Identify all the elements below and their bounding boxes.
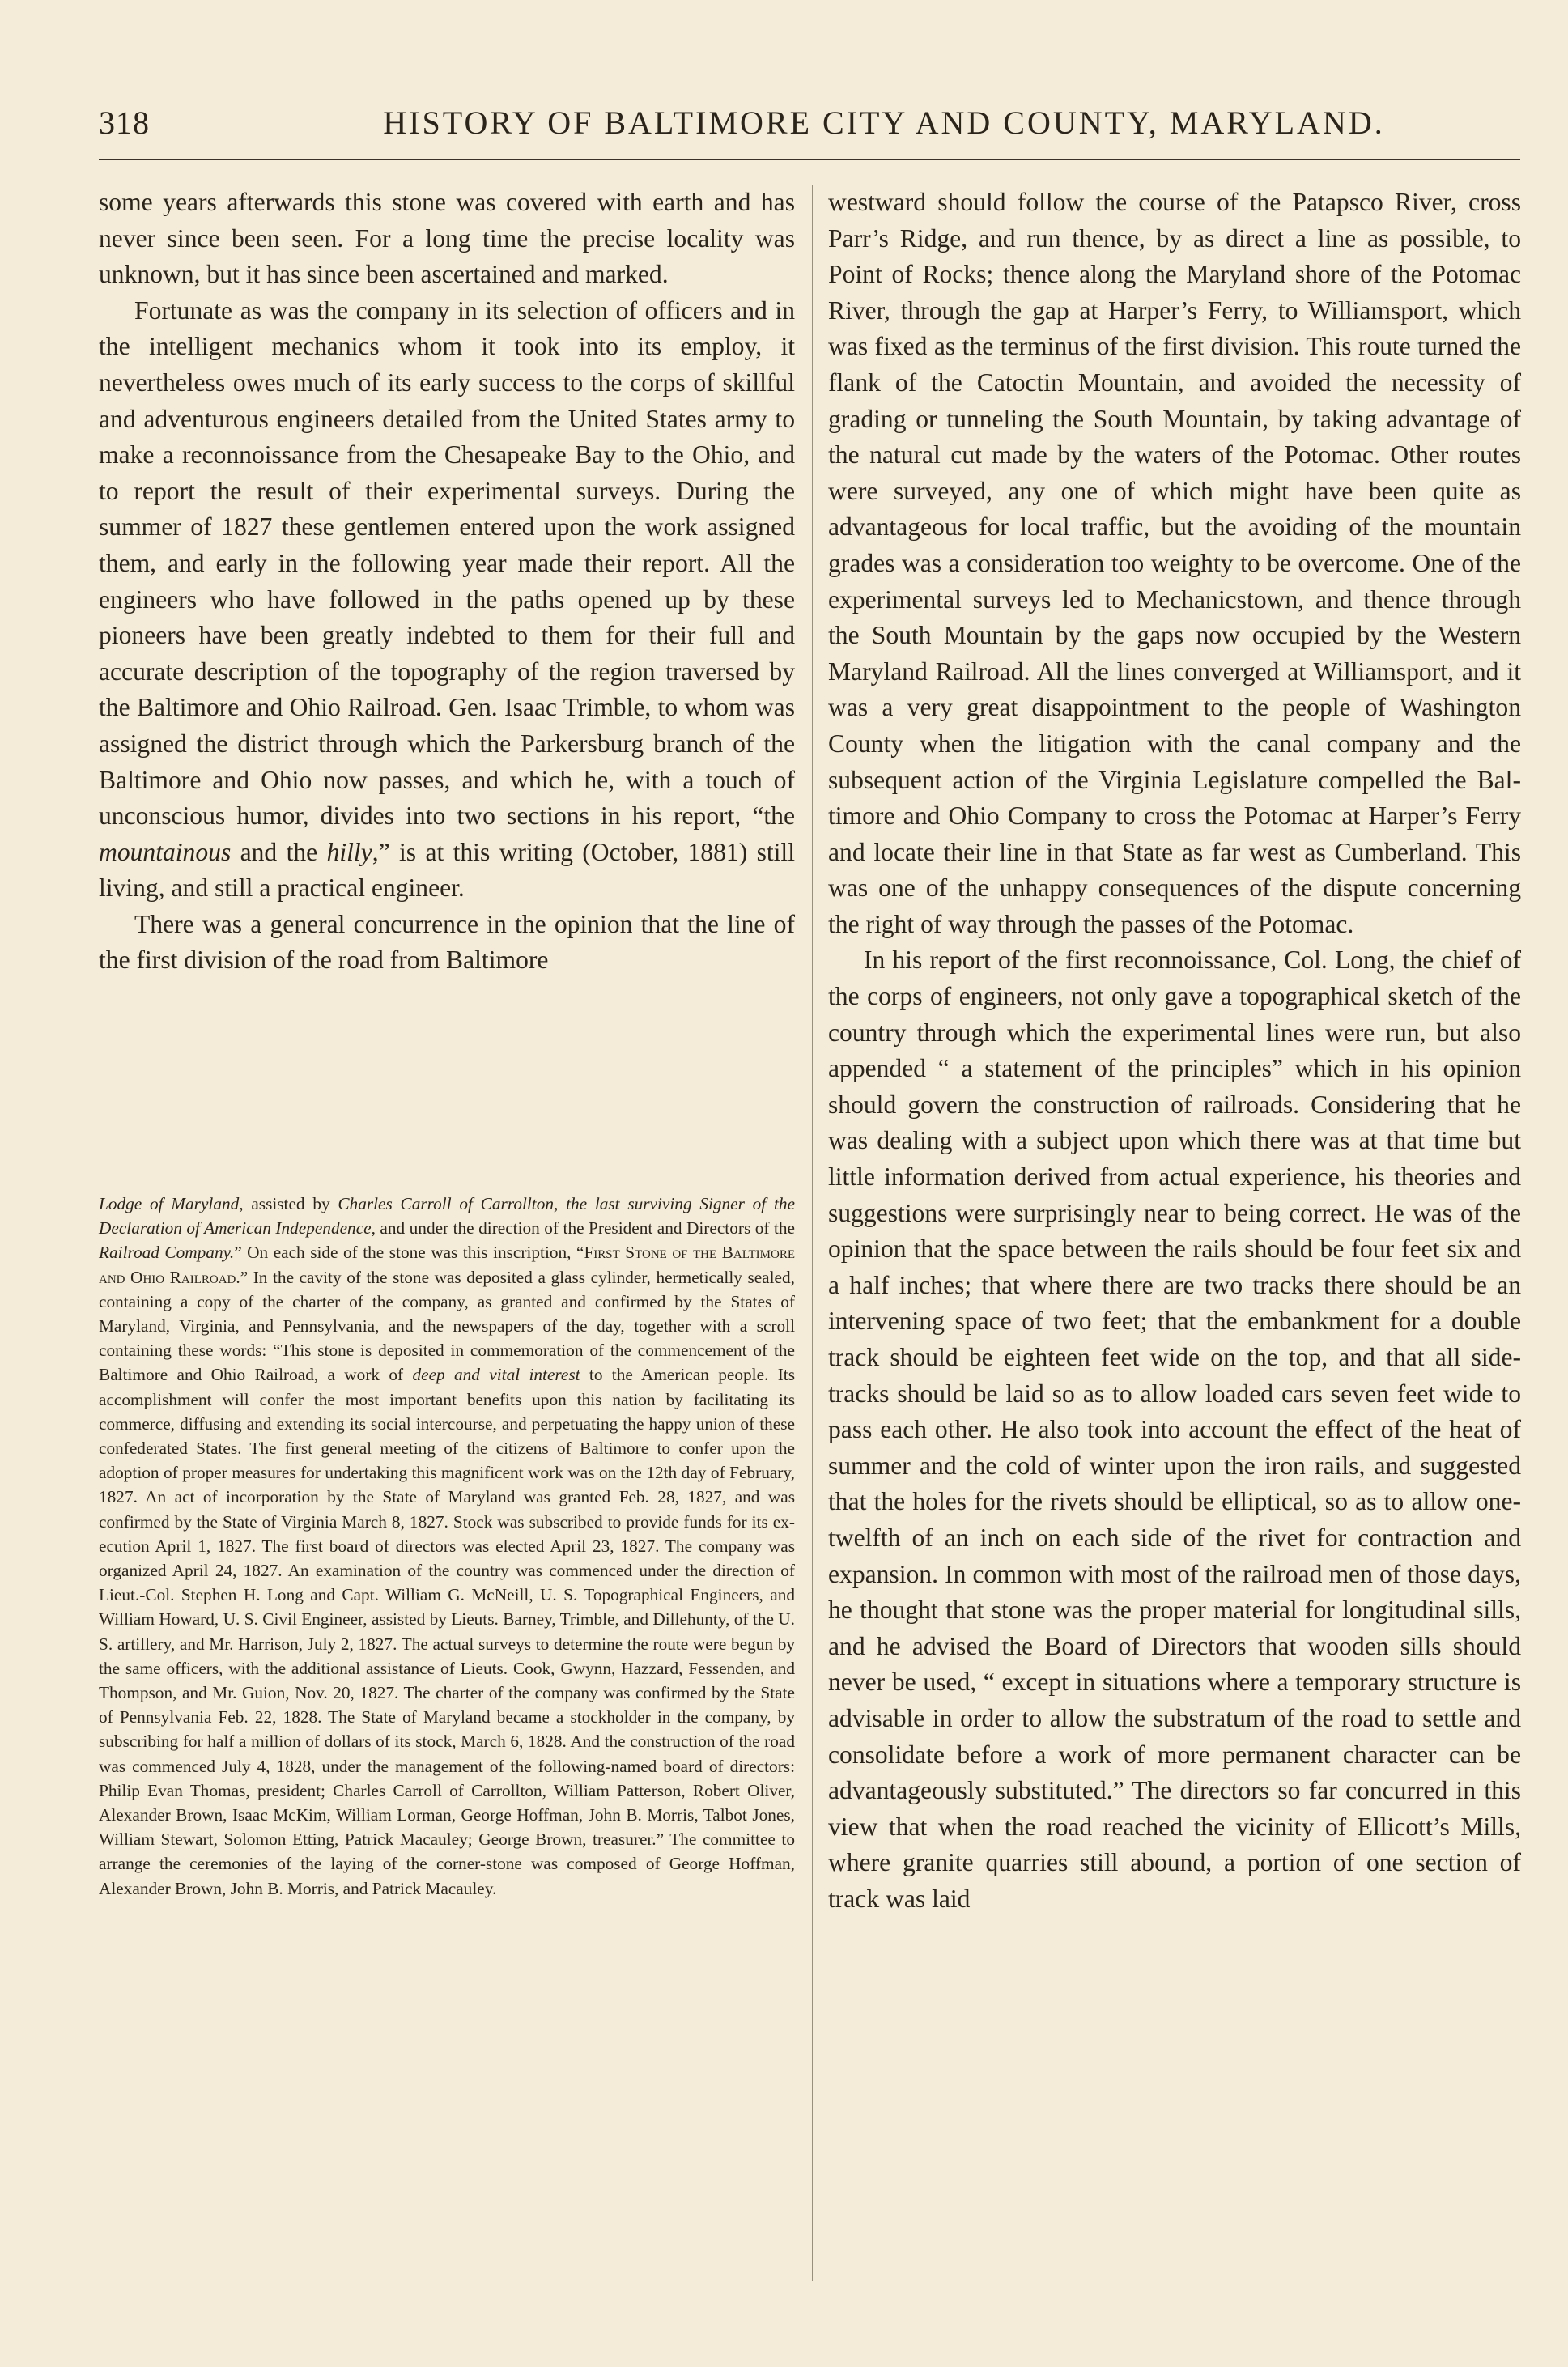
left-paragraph-2-text: Fortunate as was the company in its selection of officers and in the intelligent mechanics whom it took into its employ, it nevertheless owes much of its early success to the corps of skillful and adventurous engineers detailed from the United States army to make a reconnoissance from the Chesapeake Bay to the Ohio, and to report the result of their experimental surveys. During the summer of 1827 these gentlemen entered upon the work assigned them, and early in the following year made their report. All the engineers who have followed in the paths opened up by these pioneers have been greatly indebted to them for their full and accurate description of the topography of the region traversed by the Baltimore and Ohio Railroad. Gen. Isaac Trimble, to whom was assigned the district through which the Parkersburg branch of the Baltimore and Ohio now passes, and which he, with a touch of unconscious humor, divides into two sections in his report, “the: [99, 295, 795, 831]
footnote-text-3: ” On each side of the stone was this inscription, “: [234, 1243, 584, 1263]
right-paragraph-1: westward should follow the course of the Patapsco River, cross Parr’s Ridge, and run thence, by as direct a line as possible, to Point of Rocks; thence along the Maryland shore of the Potomac River, through the gap at Harper’s Ferry, to Williamsport, which was fixed as the terminus of the first division. This route turned the flank of the Catoctin Mountain, and avoided the necessity of grading or tunneling the South Mountain, by taking advantage of the natural cut made by the waters of the Potomac. Other routes were surveyed, any one of which might have been quite as advantageous for local traffic, but the avoiding of the mountain grades was a consideration too weighty to be overcome. One of the experimental surveys led to Mechanicstown, and thence through the South Mountain by the gaps now occupied by the Western Maryland Railroad. All the lines converged at Williamsport, and it was a very great disappointment to the people of Washington County when the litigation with the canal company and the subsequent action of the Virginia Legislature compelled the Baltimore and Ohio Company to cross the Potomac at Harper’s Ferry and locate their line in that State as far west as Cumberland. This was one of the unhappy consequences of the dispute concerning the right of way through the passes of the Potomac.: [828, 188, 1521, 938]
footnote-italic-4: deep and vital interest: [412, 1365, 580, 1385]
footnote-paragraph: [99, 1192, 795, 1901]
running-head: HISTORY OF BALTIMORE CITY AND COUNTY, MARYLAND.: [383, 104, 1385, 141]
left-paragraph-2-end: ,” is at this writing (October, 1881) still living, and still a practical engineer.: [99, 837, 795, 903]
column-divider: [812, 185, 813, 2281]
footnote-text-2: and under the direction of the President and Directors of the: [375, 1218, 795, 1239]
page-header: [99, 96, 1520, 152]
left-paragraph-2: [99, 293, 795, 907]
left-column: [99, 185, 795, 979]
footnote-italic-2: Charles Carroll of Carrollton, the last surviving Signer of the Declaration of American Independence,: [99, 1194, 795, 1239]
left-paragraph-2-mid: and the: [231, 837, 327, 866]
right-column: [828, 185, 1521, 1918]
footnote-italic-3: Railroad Company.: [99, 1243, 235, 1263]
footnote-text-4: ” In the cavity of the stone was deposited a glass cylinder, hermetically sealed, containing a copy of the charter of the company, as granted and confirmed by the States of Maryland, Virginia, and Pennsylvania, and the newspapers of the day, together with a scroll containing these words: “This stone is deposited in commemoration of the commencement of the Baltimore and Ohio Railroad, a work of: [99, 1267, 795, 1385]
italic-hilly: hilly: [326, 837, 372, 866]
footnote-italic-1: Lodge of Maryland,: [99, 1194, 244, 1213]
footnote: [99, 1192, 795, 1901]
left-paragraph-3: There was a general concurrence in the opinion that the line of the first division of the road from Baltimore: [99, 909, 795, 975]
italic-mountainous: mountainous: [99, 837, 232, 866]
footnote-inscription: First Stone of the Baltimore and Ohio Railroad.: [99, 1243, 795, 1287]
footnote-text-1: assisted by: [243, 1194, 338, 1213]
footnote-text-5: to the American people. Its accomplishment will confer the most important benefits upon this nation by facilitating its commerce, diffusing and extending its social intercourse, and perpetuating the happy union of these confederated States. The first general meeting of the citizens of Baltimore to confer upon the adoption of proper measures for undertaking this magnificent work was on the 12th day of February, 1827. An act of incorporation by the State of Maryland was granted Feb. 28, 1827, and was confirmed by the State of Virginia March 8, 1827. Stock was subscribed to provide funds for its execution April 1, 1827. The first board of directors was elected April 23, 1827. The company was organized April 24, 1827. An examination of the country was commenced under the direction of Lieut.-Col. Stephen H. Long and Capt. William G. McNeill, U. S. Topographical Engineers, and William Howard, U. S. Civil Engineer, assisted by Lieuts. Barney, Trimble, and Dillehunty, of the U. S. artillery, and Mr. Harrison, July 2, 1827. The actual surveys to determine the route were begun by the same officers, with the additional assistance of Lieuts. Cook, Gwynn, Hazzard, Fessenden, and Thompson, and Mr. Guion, Nov. 20, 1827. The charter of the company was confirmed by the State of Pennsylvania Feb. 22, 1828. The State of Maryland became a stockholder in the company, by subscribing for half a million of dollars of its stock, March 6, 1828. And the construction of the road was commenced July 4, 1828, under the management of the following-named board of directors: Philip Evan Thomas, president; Charles Carroll of Carrollton, William Patterson, Robert Oliver, Alexander Brown, Isaac McKim, William Lorman, George Hoffman, John B. Morris, Talbot Jones, William Stewart, Solomon Etting, Patrick Macauley; George Brown, treasurer.” The committee to arrange the ceremonies of the laying of the corner-stone was composed of George Hoffman, Alexander Brown, John B. Morris, and Patrick Macauley.: [99, 1365, 795, 1898]
right-paragraph-2: In his report of the first reconnoissance, Col. Long, the chief of the corps of engineers, not only gave a topographical sketch of the country through which the experimental lines were run, but also appended “ a statement of the principles” which in his opinion should govern the construction of railroads. Considering that he was dealing with a subject upon which there was at that time but little information derived from actual experience, his theories and suggestions were surprisingly near to being correct. He was of the opinion that the space between the rails should be four feet six and a half inches; that where there are two tracks there should be an intervening space of two feet; that the embankment for a double track should be eighteen feet wide on the top, and that all side-tracks should be laid so as to allow loaded cars seven feet wide to pass each other. He also took into account the effect of the heat of summer and the cold of winter upon the iron rails, and suggested that the holes for the rivets should be elliptical, so as to allow one-twelfth of an inch on each side of the rivet for contraction and expansion. In common with most of the railroad men of those days, he thought that stone was the proper material for longitudinal sills, and he advised the Board of Directors that wooden sills should never be used, “ except in situations where a temporary structure is advisable in order to allow the substratum of the road to settle and consolidate before a work of more permanent character can be advantageously substituted.” The directors so far concurred in this view that when the road reached the vicinity of Ellicott’s Mills, where granite quarries still abound, a portion of one section of track was laid: [828, 946, 1521, 1913]
left-paragraph-1: some years afterwards this stone was covered with earth and has never since been seen. For a long time the precise locality was unknown, but it has since been ascertained and marked.: [99, 188, 795, 289]
page-number: 318: [99, 104, 150, 141]
header-rule: [99, 159, 1520, 160]
